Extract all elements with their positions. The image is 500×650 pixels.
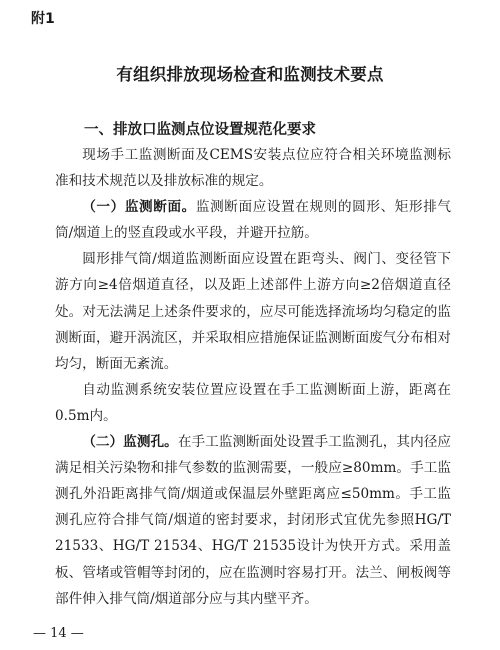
paragraph-lead: （一）监测断面。 <box>82 199 196 216</box>
section-heading: 一、排放口监测点位设置规范化要求 <box>84 122 316 138</box>
document-body <box>55 142 451 612</box>
paragraph-text: 在手工监测断面处设置手工监测孔，其内径应满足相关污染物和排气参数的监测需要，一般应≥80mm。手工监测孔外沿距离排气筒/烟道或保温层外壁距离应≤50mm。手工监测孔应符合排气筒/烟道的密封要求，封闭形式宜优先参照HG/T 21533、HG/T 21534、HG/T 21535设计为快开方式。采用盖板、管堵或管帽等封闭的，应在监测时容易打开。法兰、闸板阀等部件伸入排气筒/烟道部分应与其内壁平齐。 <box>55 434 452 607</box>
annex-label: 附1 <box>31 11 55 27</box>
paragraph <box>55 246 451 376</box>
paragraph <box>55 429 451 612</box>
paragraph-text: 圆形排气筒/烟道监测断面应设置在距弯头、阀门、变径管下游方向≥4倍烟道直径，以及距上述部件上游方向≥2倍烟道直径处。对无法满足上述条件要求的，应尽可能选择流场均匀稳定的监测断面，避开涡流区，并采取相应措施保证监测断面废气分布相对均匀，断面无紊流。 <box>55 251 451 372</box>
paragraph-text: 现场手工监测断面及CEMS安装点位应符合相关环境监测标准和技术规范以及排放标准的规定。 <box>55 147 451 190</box>
paragraph-text: 自动监测系统安装位置应设置在手工监测断面上游，距离在0.5m内。 <box>55 381 451 424</box>
page-number: — 14 — <box>33 626 84 641</box>
paragraph <box>55 142 451 194</box>
paragraph-text: 监测断面应设置在规则的圆形、矩形排气筒/烟道上的竖直段或水平段，并避开拉筋。 <box>55 199 452 242</box>
document-title: 有组织排放现场检查和监测技术要点 <box>116 65 384 84</box>
paragraph <box>55 194 451 246</box>
paragraph-lead: （二）监测孔。 <box>82 434 178 451</box>
paragraph <box>55 377 451 429</box>
